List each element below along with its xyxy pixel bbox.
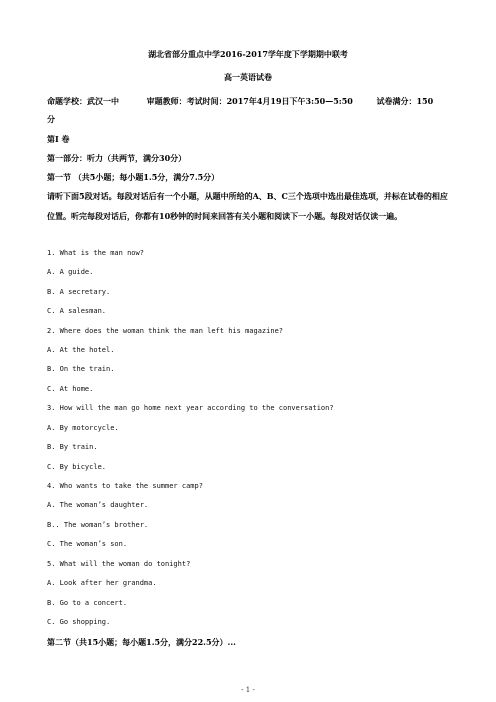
score-unit: 分 — [47, 114, 55, 124]
exam-title: 湖北省部分重点中学2016-2017学年度下学期期中联考 — [148, 49, 348, 59]
question-1: 1. What is the man now? — [47, 249, 144, 257]
volume-heading: 第I 卷 — [47, 134, 70, 144]
question-4-option-b: B.. The woman’s brother. — [47, 521, 149, 529]
question-4-option-c: C. The woman’s son. — [47, 540, 128, 548]
question-4: 4. Who wants to take the summer camp? — [47, 482, 203, 490]
exam-info-line — [47, 96, 457, 107]
section1-heading: 第一节 （共5小题；每小题1.5分，满分7.5分） — [47, 172, 220, 182]
question-5: 5. What will the woman do tonight? — [47, 560, 191, 568]
question-1-option-c: C. A salesman. — [47, 307, 107, 315]
reviewer-time-label: 审题教师：考试时间：2017年4月19日下午3:50—5:50 — [146, 96, 353, 106]
question-5-option-c: C. Go shopping. — [47, 618, 111, 626]
question-2-option-c: C. At home. — [47, 385, 94, 393]
page-number: - 1 - — [241, 686, 255, 694]
instructions-paragraph: 请听下面5段对话。每段对话后有一个小题，从题中所给的A、B、C三个选项中选出最佳选项，并标在试卷的相应位置。听完每段对话后，你都有10秒钟的时间来回答有关小题和阅读下一小题。每段对话仅读一遍。 — [47, 191, 448, 221]
part1-heading: 第一部分：听力（共两节，满分30分） — [47, 153, 187, 163]
question-1-option-b: B. A secretary. — [47, 288, 111, 296]
question-3-option-b: B. By train. — [47, 443, 98, 451]
question-2: 2. Where does the woman think the man left his magazine? — [47, 327, 284, 335]
section2-heading: 第二节（共15小题；每小题1.5分，满分22.5分）... — [47, 637, 236, 647]
score-label: 试卷满分：150 — [376, 96, 434, 106]
exam-subtitle: 高一英语试卷 — [224, 72, 272, 82]
question-1-option-a: A. A guide. — [47, 268, 94, 276]
question-2-option-b: B. On the train. — [47, 365, 115, 373]
question-3-option-a: A. By motorcycle. — [47, 424, 119, 432]
question-5-option-a: A. Look after her grandma. — [47, 579, 157, 587]
school-label: 命题学校：武汉一中 — [47, 96, 119, 106]
question-3-option-c: C. By bicycle. — [47, 463, 107, 471]
question-2-option-a: A. At the hotel. — [47, 346, 115, 354]
question-4-option-a: A. The woman’s daughter. — [47, 501, 149, 509]
question-3: 3. How will the man go home next year according to the conversation? — [47, 404, 334, 412]
question-5-option-b: B. Go to a concert. — [47, 599, 128, 607]
